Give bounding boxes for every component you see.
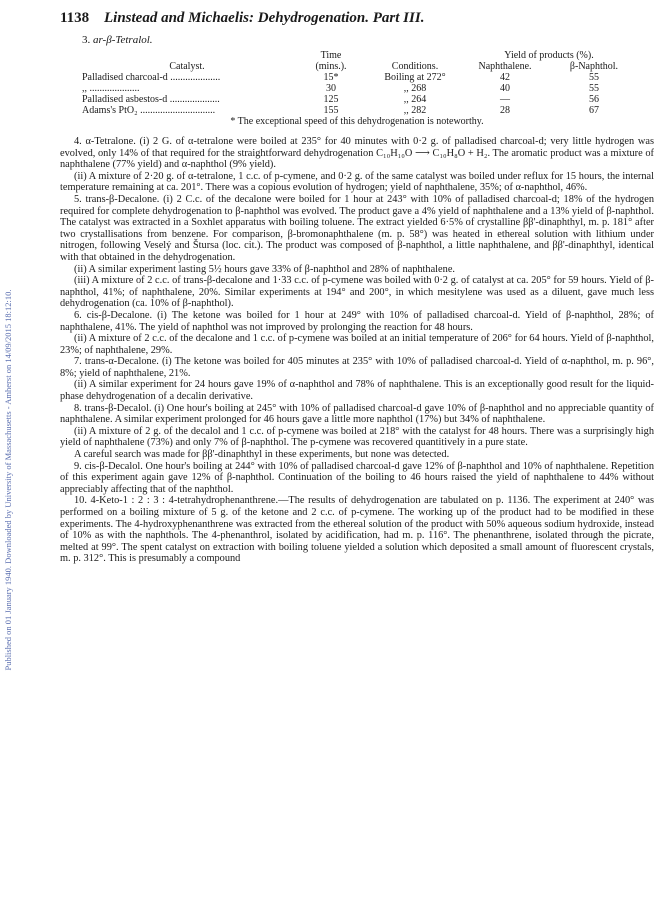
table-cell: 125 xyxy=(323,94,339,105)
table-row xyxy=(82,72,638,83)
table-row xyxy=(82,83,638,94)
paragraph: (ii) A mixture of 2 c.c. of the decalone and 1 c.c. of p-cymene was boiled at an initial temperature of 206° for 64 hours. Yield of β-naphthol, 23%; of naphthalene, 29%. xyxy=(60,333,654,356)
table-header-bottom-cell: Naphthalene. xyxy=(478,61,532,72)
table-cell: 30 xyxy=(326,83,336,94)
paragraph: 4. α-Tetralone. (i) 2 G. of α-tetralone were boiled at 235° for 40 minutes with 0·2 g. of palladised charcoal-d; very little hydrogen was evolved, only 14% of that required for the straightforward dehydrogenation C₁₀H₁₀O ⟶ C₁₀H₈O + H₂. The aromatic product was a mixture of naphthalene (77% yield) and α-naphthol (9% yield). xyxy=(60,136,654,171)
paragraph: (ii) A similar experiment for 24 hours gave 19% of α-naphthol and 78% of naphthalene. This is an exceptionally good result for the liquid-phase dehydrogenation of a decalin derivative. xyxy=(60,379,654,403)
table-cell: ,, .................... xyxy=(82,83,140,94)
paragraph: (ii) A similar experiment lasting 5½ hours gave 33% of β-naphthol and 28% of naphthalene. xyxy=(74,263,455,275)
page-number: 1138 xyxy=(60,10,90,26)
table-cell: 155 xyxy=(323,105,339,116)
body-text xyxy=(60,136,654,565)
table-cell: 55 xyxy=(589,83,599,94)
table-header-cell: Yield of products (%). xyxy=(504,50,594,61)
paragraph: 7. trans-α-Decalone. (i) The ketone was boiled for 405 minutes at 235° with 10% of palladised charcoal-d. Yield of α-naphthol, m. p. 96°, 8%; yield of naphthalene, 21%. xyxy=(60,356,654,379)
paragraph: 8. trans-β-Decalol. (i) One hour's boiling at 245° with 10% of palladised charcoal-d gave 10% of β-naphthol and no appreciable quantity of naphthalene. A similar experiment prolonged for 46 hours gave a little more naphthol (17%) but 34% of naphthalene. xyxy=(60,402,654,426)
paragraph: (iii) A mixture of 2 c.c. of trans-β-decalone and 1·33 c.c. of p-cymene was boiled with 0·2 g. of catalyst at ca. 205° for 59 hours. Yield of β-naphthol, 41%; of naphthalene, 20%. Similar experiments at 194° and 200°, in which mesitylene was used as a diluent, gave much less dehydrogenation (ca. 10% of β-naphthol). xyxy=(60,275,654,310)
table-header-cell xyxy=(370,50,460,61)
paragraph: 10. 4-Keto-1 : 2 : 3 : 4-tetrahydrophenanthrene.—The results of dehydrogenation are tabulated on p. 1136. The experiment at 240° was performed on a boiling mixture of 5 g. of the ketone and 2 c.c. of p-cymene. The working up of the product had to be modified in these experiments. The 4-hydroxyphenanthrene was extracted from the ethereal solution of the product with 50% aqueous sodium hydroxide, instead of 10% as with the naphthols. The 4-phenanthrol, isolated by acidification, had m. p. 116°. The phenanthrene, isolated through the picrate, melted at 99°. The spent catalyst on extraction with boiling toluene yielded a solution which deposited a small amount of fluorescent crystals, m. p. 312°. This is presumably a compound xyxy=(60,495,654,565)
table-cell: ,, 264 xyxy=(403,94,427,105)
paragraph: 5. trans-β-Decalone. (i) 2 C.c. of the decalone were boiled for 1 hour at 243° with 10% of palladised charcoal-d; 18% of the hydrogen required for complete dehydrogenation to β-naphthol was evolved. The product gave a 4% yield of naphthalene and a 13% yield of β-naphthol. The catalyst was extracted in a Soxhlet apparatus with boiling toluene. The extract yielded 6·5% of crystalline ββ'-dinaphthyl, m. p. 181° after two crystallisations from benzene. For comparison, β-bromonaphthalene (m. p. 58°) was heated in ethereal solution with lithium under nitrogen, following Veselý and Štursa (loc. cit.). The product was composed of β-naphthol, a little naphthalene, and ββ'-dinaphthyl, identical with that obtained in the dehydrogenation. xyxy=(60,193,654,263)
table-header-cell: Time xyxy=(320,50,342,61)
page-header xyxy=(60,4,654,34)
paragraph: (ii) A mixture of 2·20 g. of α-tetralone, 1 c.c. of p-cymene, and 0·2 g. of the same catalyst was boiled under reflux for 15 hours, the internal temperature remaining at ca. 201°. There was a copious evolution of hydrogen; yield of naphthalene, 35%; of α-naphthol, 46%. xyxy=(60,170,654,194)
table-cell: 28 xyxy=(500,105,510,116)
table-cell: 42 xyxy=(500,72,510,83)
table-cell: — xyxy=(500,94,510,105)
table-cell: 67 xyxy=(589,105,599,116)
table-header-bottom-cell: Catalyst. xyxy=(169,61,205,72)
table-cell: Palladised asbestos-d .................... xyxy=(82,94,220,105)
table-row xyxy=(82,105,638,116)
table-cell: 15* xyxy=(323,72,339,83)
provenance-sidebar xyxy=(0,120,19,840)
table-header-top xyxy=(82,50,638,61)
table-footnote: * The exceptional speed of this dehydrogenation is noteworthy. xyxy=(230,116,484,127)
table-cell: 55 xyxy=(589,72,599,83)
running-title: Linstead and Michaelis: Dehydrogenation. Part III. xyxy=(104,10,425,26)
section-heading xyxy=(82,34,153,46)
table-row xyxy=(82,94,638,105)
table-cell: ,, 282 xyxy=(403,105,427,116)
paragraph: (ii) A mixture of 2 g. of the decalol and 1 c.c. of p-cymene was boiled at 218° with the catalyst for 48 hours. There was a surprisingly high yield of naphthalene (73%) and only 7% of β-naphthol. The p-cymene was recovered quantitively in a pure state. xyxy=(60,425,654,449)
table-cell: Adams's PtO₂ .............................. xyxy=(82,105,216,116)
table-header-cell xyxy=(82,50,292,61)
table-header-bottom-cell: β-Naphthol. xyxy=(569,61,619,72)
table-cell: Palladised charcoal-d .................... xyxy=(82,72,221,83)
section-name: ar-β-Tetralol. xyxy=(93,34,153,46)
paragraph: 9. cis-β-Decalol. One hour's boiling at 244° with 10% of palladised charcoal-d gave 12% of β-naphthol and 10% of naphthalene. Repetition of this experiment again gave 12% of β-naphthol. Continuation of the boiling to 46 hours raised the yield of naphthalene to 44% without appreciably affecting that of the naphthol. xyxy=(60,460,654,495)
table-cell: ,, 268 xyxy=(403,83,427,94)
paragraph: 6. cis-β-Decalone. (i) The ketone was boiled for 1 hour at 249° with 10% of palladised charcoal-d. Yield of β-naphthol, 28%; of naphthalene, 41%. The yield of naphthol was not improved by prolonging the reaction for 48 hours. xyxy=(60,309,654,333)
table-header-bottom xyxy=(82,61,638,72)
table-header-bottom-cell: (mins.). xyxy=(315,61,347,72)
paragraph: A careful search was made for ββ'-dinaphthyl in these experiments, but none was detected. xyxy=(74,449,450,461)
provenance-text: Published on 01 January 1940. Downloaded by University of Massachusetts - Amherst on 14/09/2015 18:12:10. xyxy=(3,289,13,671)
section-number: 3. xyxy=(82,34,91,46)
table-header-bottom-cell: Conditions. xyxy=(391,61,439,72)
yield-table xyxy=(82,50,638,116)
table-cell: 56 xyxy=(589,94,599,105)
table-cell: Boiling at 272° xyxy=(384,72,446,83)
table-cell: 40 xyxy=(500,83,510,94)
